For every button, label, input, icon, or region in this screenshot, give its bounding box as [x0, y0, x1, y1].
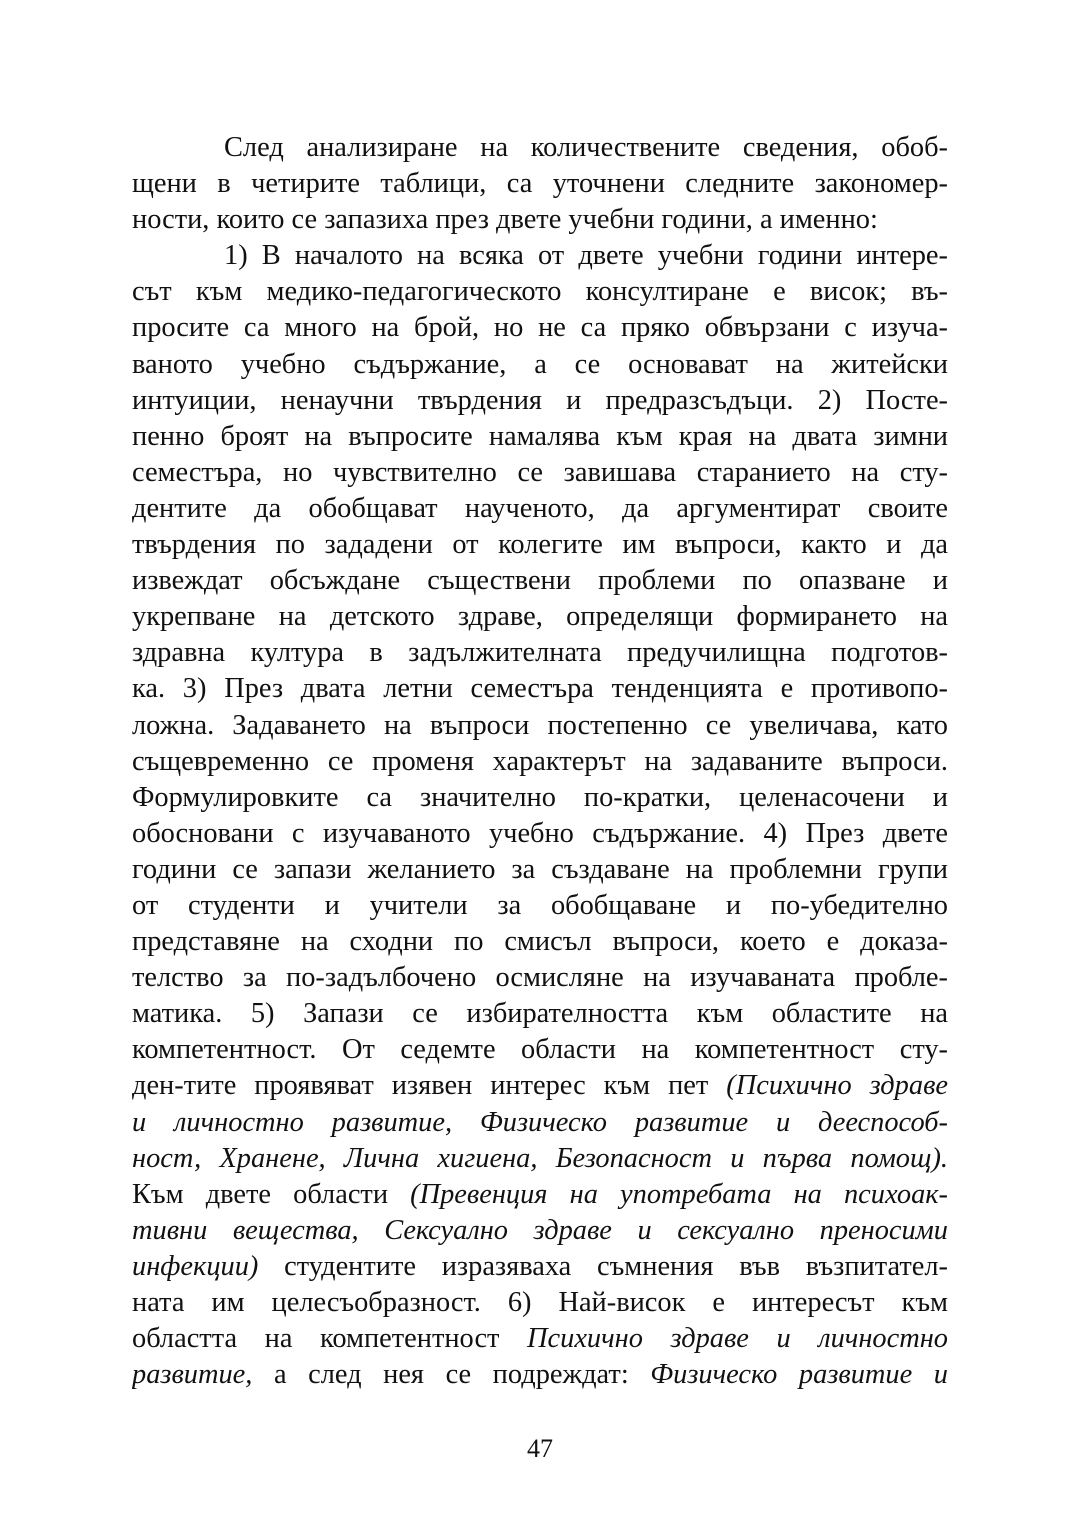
- text-segment: ности, които се запазиха през двете учебни години, а именно:: [132, 204, 878, 236]
- text-segment: областта на компетентност: [132, 1323, 528, 1355]
- text-line: [132, 1213, 948, 1249]
- text-segment: 1) В началото на всяка от двете учебни години интере-: [224, 240, 948, 272]
- text-segment: телство за по-задълбочено осмисляне на изучаваната пробле-: [132, 962, 948, 994]
- italic-segment: тивни вещества, Сексуално здраве и сексуално преносими: [132, 1214, 948, 1246]
- text-segment: здравна култура в задължителната предучилищна подготов-: [132, 637, 948, 669]
- text-segment: семестъра, но чувствително се завишава старанието на сту-: [132, 456, 948, 488]
- text-line: [132, 1105, 948, 1141]
- italic-segment: Физическо развитие и: [650, 1359, 948, 1391]
- text-line: [132, 166, 948, 202]
- text-line: [132, 383, 948, 419]
- text-segment: а след нея се подреждат:: [252, 1359, 651, 1391]
- text-line: [132, 310, 948, 346]
- italic-segment: (Психично здраве: [726, 1070, 948, 1102]
- text-line: [132, 708, 948, 744]
- text-segment: дентите да обобщават наученото, да аргументират своите: [132, 492, 948, 524]
- text-segment: Към двете области: [132, 1178, 411, 1210]
- text-line: [132, 671, 948, 707]
- italic-segment: Психично здраве и личностно: [527, 1323, 948, 1355]
- text-segment: щени в четирите таблици, са уточнени следните закономер-: [132, 168, 948, 200]
- text-segment: обосновани с изучаваното учебно съдържание. 4) През двете: [132, 817, 948, 849]
- text-line: [132, 455, 948, 491]
- text-line: [132, 1177, 948, 1213]
- page-number: 47: [527, 1434, 553, 1463]
- text-line: [132, 130, 948, 166]
- text-segment: твърдения по зададени от колегите им въпроси, както и да: [132, 529, 948, 561]
- text-line: [132, 780, 948, 816]
- text-segment: извеждат обсъждане съществени проблеми по опазване и: [132, 565, 948, 597]
- text-line: [132, 1357, 948, 1393]
- text-segment: матика. 5) Запази се избирателността към областите на: [132, 998, 948, 1030]
- italic-segment: и личностно развитие, Физическо развитие и дееспособ-: [132, 1106, 948, 1138]
- text-line: [132, 238, 948, 274]
- text-segment: ка. 3) През двата летни семестъра тенденцията е противопо-: [132, 673, 948, 705]
- text-line: [132, 924, 948, 960]
- text-segment: сът към медико-педагогическото консултиране е висок; въ-: [132, 276, 948, 308]
- text-segment: същевременно се променя характерът на задаваните въпроси.: [132, 745, 948, 777]
- text-segment: ложна. Задаването на въпроси постепенно се увеличава, като: [132, 709, 948, 741]
- text-segment: компетентност. От седемте области на компетентност сту-: [132, 1034, 948, 1066]
- text-line: [132, 888, 948, 924]
- text-line: [132, 1321, 948, 1357]
- italic-segment: развитие,: [132, 1359, 253, 1391]
- italic-segment: ност, Хранене, Лична хигиена, Безопасност и първа помощ).: [132, 1142, 948, 1174]
- text-line: [132, 635, 948, 671]
- text-line: [132, 816, 948, 852]
- text-line: [132, 1068, 948, 1104]
- text-line: [132, 1141, 948, 1177]
- text-segment: години се запази желанието за създаване на проблемни групи: [132, 853, 948, 885]
- text-line: [132, 996, 948, 1032]
- text-segment: ваното учебно съдържание, а се основават на житейски: [132, 348, 948, 380]
- italic-segment: инфекции): [132, 1250, 259, 1282]
- text-segment: представяне на сходни по смисъл въпроси, което е доказа-: [132, 926, 948, 958]
- text-line: [132, 960, 948, 996]
- text-line: [132, 527, 948, 563]
- text-line: [132, 491, 948, 527]
- text-line: [132, 1032, 948, 1068]
- text-line: [132, 852, 948, 888]
- text-line: [132, 347, 948, 383]
- text-line: [132, 599, 948, 635]
- text-line: [132, 744, 948, 780]
- body-text: [132, 130, 948, 1393]
- text-segment: ната им целесъобразност. 6) Най-висок е интересът към: [132, 1287, 948, 1318]
- text-line: [132, 419, 948, 455]
- text-segment: След анализиране на количествените сведения, обоб-: [224, 132, 948, 163]
- text-line: [132, 1249, 948, 1285]
- text-segment: студентите изразяваха съмнения във възпитател-: [258, 1250, 948, 1282]
- text-line: [132, 202, 948, 238]
- text-segment: интуиции, ненаучни твърдения и предразсъдъци. 2) Посте-: [132, 384, 948, 416]
- italic-segment: (Превенция на употребата на психоак-: [410, 1178, 948, 1210]
- text-segment: ден-тите проявяват изявен интерес към пет: [132, 1070, 727, 1102]
- text-line: [132, 274, 948, 310]
- text-segment: Формулировките са значително по-кратки, целенасочени и: [132, 781, 948, 813]
- text-segment: укрепване на детското здраве, определящи формирането на: [132, 601, 948, 633]
- text-segment: просите са много на брой, но не са пряко обвързани с изуча-: [132, 312, 948, 344]
- text-line: [132, 563, 948, 599]
- text-line: [132, 1285, 948, 1321]
- text-segment: от студенти и учители за обобщаване и по-убедително: [132, 889, 948, 921]
- text-segment: пенно броят на въпросите намалява към края на двата зимни: [132, 420, 948, 452]
